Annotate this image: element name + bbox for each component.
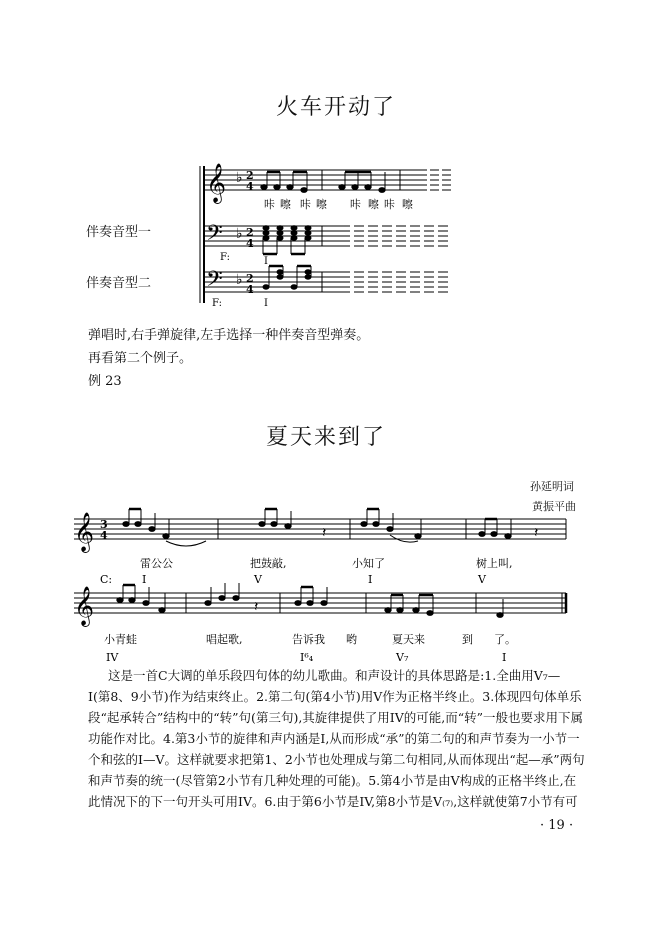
song1-title: 火车开动了 [276, 95, 397, 120]
svg-text:V: V [478, 573, 486, 586]
lyricist-credit: 孙延明词 [530, 480, 574, 493]
composer-credit: 黄振平曲 [532, 500, 576, 513]
svg-text:F:: F: [212, 298, 222, 309]
svg-text:♭: ♭ [236, 226, 243, 242]
svg-text:I: I [264, 298, 268, 309]
svg-text:树上叫,: 树上叫, [476, 557, 513, 570]
paragraph-line: 功能作对比。4.第3小节的旋律和声内涵是I,从而形成“承”的第二句的和声节奏为一小节一 [88, 731, 580, 746]
analysis-paragraph [88, 665, 585, 812]
svg-text:4: 4 [246, 283, 254, 296]
paragraph-line: 这是一首C大调的单乐段四句体的幼儿歌曲。和声设计的具体思路是:1.全曲用V₇— [108, 668, 561, 683]
instruction-line2: 再看第二个例子。 [88, 351, 193, 366]
svg-text:夏天来: 夏天来 [392, 633, 425, 646]
svg-text:4: 4 [246, 237, 254, 250]
svg-text:咔: 咔 [384, 198, 395, 211]
svg-text:I: I [368, 573, 373, 586]
svg-text:4: 4 [246, 180, 254, 193]
paragraph-line: 个和弦的I—V。这样就要求把第1、2小节也处理成与第二句相同,从而体现出“起—承”两句 [88, 752, 585, 767]
svg-text:I: I [142, 573, 147, 586]
svg-text:唱起歌,: 唱起歌, [206, 633, 243, 646]
pattern2-label: 伴奏音型二 [86, 276, 152, 291]
svg-text:3: 3 [100, 518, 108, 531]
svg-text:2: 2 [246, 272, 254, 285]
paragraph-line: I(第8、9小节)作为结束终止。2.第二句(第4小节)用V作为正格半终止。3.体现四句体单乐 [88, 689, 582, 704]
svg-text:了。: 了。 [494, 633, 516, 646]
example-label: 例 23 [88, 374, 122, 389]
svg-text:C:: C: [100, 573, 113, 586]
svg-text:2: 2 [246, 226, 254, 239]
svg-text:I: I [264, 256, 268, 267]
svg-text:小知了: 小知了 [352, 557, 385, 570]
paragraph-line: 和声节奏的统一(尽管第2小节有几种处理的可能)。5.第4小节是由V构成的正格半终止,在 [88, 773, 577, 788]
svg-text:IV: IV [106, 651, 119, 664]
svg-text:4: 4 [100, 529, 108, 542]
svg-text:♭: ♭ [236, 272, 243, 288]
svg-text:咔: 咔 [300, 198, 311, 211]
svg-text:𝄽: 𝄽 [254, 599, 259, 615]
svg-text:嚓: 嚓 [402, 198, 413, 211]
svg-text:到: 到 [462, 633, 473, 646]
svg-text:𝄽: 𝄽 [322, 525, 327, 541]
treble-clef-icon-song2-row2: 𝄞 [74, 586, 95, 626]
treble-clef-icon-song2: 𝄞 [74, 512, 95, 552]
bass-clef-icon: 𝄢 [206, 221, 223, 251]
svg-text:I⁶₄: I⁶₄ [300, 651, 314, 664]
svg-text:嚓: 嚓 [368, 198, 379, 211]
pattern1-label: 伴奏音型一 [86, 225, 152, 240]
svg-text:♭: ♭ [236, 170, 243, 186]
song1-score [190, 160, 460, 310]
svg-text:哟: 哟 [346, 633, 357, 646]
svg-text:告诉我: 告诉我 [292, 633, 325, 646]
svg-text:V₇: V₇ [396, 651, 409, 664]
paragraph-line: 此情况下的下一句开头可用IV。6.由于第6小节是IV,第8小节是V₍₇₎,这样就使第7小节有可 [88, 794, 578, 809]
treble-clef-icon: 𝄞 [206, 163, 227, 203]
svg-text:I: I [502, 651, 507, 664]
song2-score [66, 505, 586, 670]
svg-text:雷公公: 雷公公 [140, 557, 173, 570]
svg-text:𝄽: 𝄽 [534, 525, 539, 541]
svg-text:F:: F: [220, 252, 230, 263]
svg-text:把鼓敲,: 把鼓敲, [250, 557, 287, 570]
svg-text:小青蛙: 小青蛙 [104, 633, 137, 646]
svg-text:咔: 咔 [264, 198, 275, 211]
svg-text:2: 2 [246, 169, 254, 182]
svg-text:咔: 咔 [350, 198, 361, 211]
bass-clef-icon-2: 𝄢 [206, 267, 223, 297]
page-number: · 19 · [540, 818, 574, 833]
instruction-line1: 弹唱时,右手弹旋律,左手选择一种伴奏音型弹奏。 [88, 328, 370, 343]
paragraph-line: 段“起承转合”结构中的“转”句(第三句),其旋律提供了用IV的可能,而“转”一般也要求用下属 [88, 710, 584, 725]
svg-text:嚓: 嚓 [280, 198, 291, 211]
svg-text:嚓: 嚓 [316, 198, 327, 211]
svg-text:V: V [254, 573, 262, 586]
song2-title: 夏天来到了 [266, 425, 387, 450]
